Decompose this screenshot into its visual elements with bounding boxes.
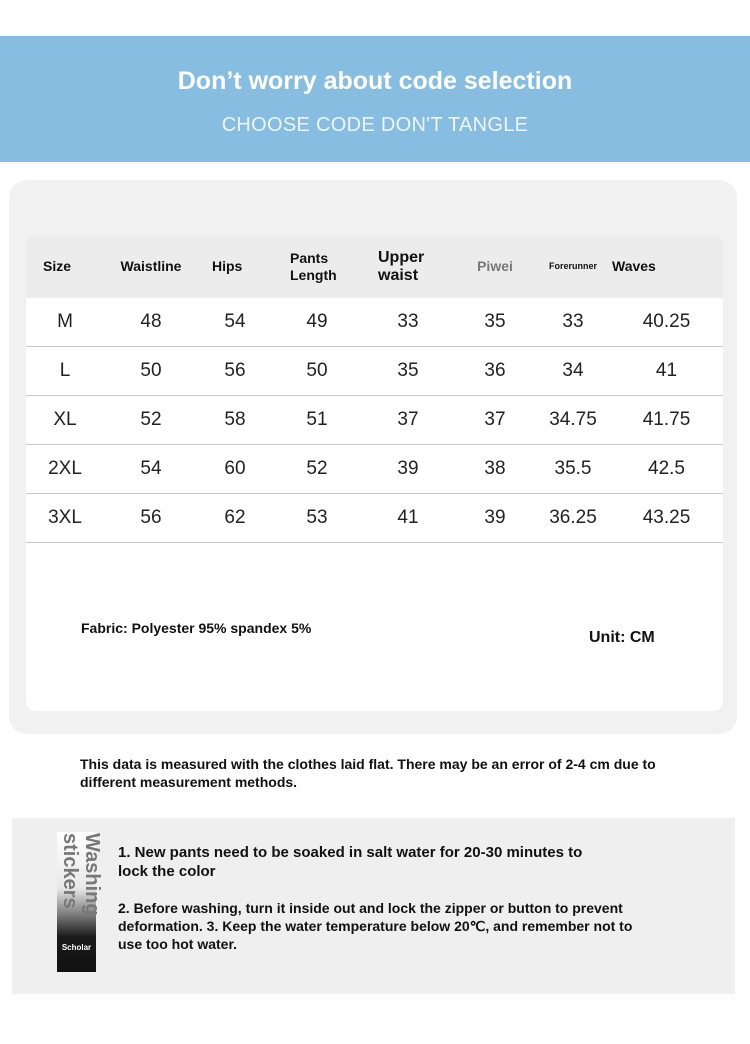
cell-piwei: 37 <box>454 396 536 445</box>
cell-waistline: 48 <box>104 298 198 347</box>
header-banner <box>0 36 750 162</box>
cell-hips: 54 <box>198 298 272 347</box>
header-pants-length: Pants Length <box>272 235 362 298</box>
table-row <box>26 347 723 396</box>
cell-upper-waist: 37 <box>362 396 454 445</box>
unit-label: Unit: CM <box>589 629 655 646</box>
banner-title: Don’t worry about code selection <box>177 67 573 95</box>
header-hips: Hips <box>198 235 272 298</box>
cell-hips: 60 <box>198 445 272 494</box>
cell-piwei: 39 <box>454 494 536 543</box>
washing-tag-title: Washing stickers <box>59 833 103 916</box>
cell-upper-waist: 41 <box>362 494 454 543</box>
washing-step-1: 1. New pants need to be soaked in salt water for 20-30 minutes to lock the color <box>118 844 583 880</box>
cell-piwei: 38 <box>454 445 536 494</box>
table-row <box>26 396 723 445</box>
cell-size: XL <box>26 396 104 445</box>
cell-forerunner: 36.25 <box>536 494 610 543</box>
fabric-composition: Fabric: Polyester 95% spandex 5% <box>81 620 312 636</box>
banner-subtitle: CHOOSE CODE DON'T TANGLE <box>221 114 529 136</box>
cell-pants-length: 50 <box>272 347 362 396</box>
cell-pants-length: 52 <box>272 445 362 494</box>
header-forerunner: Forerunner <box>536 235 610 298</box>
header-waves: Waves <box>610 235 723 298</box>
cell-waves: 41 <box>610 347 723 396</box>
cell-upper-waist: 35 <box>362 347 454 396</box>
cell-size: M <box>26 298 104 347</box>
cell-forerunner: 34.75 <box>536 396 610 445</box>
cell-hips: 62 <box>198 494 272 543</box>
size-table <box>26 235 723 543</box>
table-row <box>26 494 723 543</box>
cell-waves: 40.25 <box>610 298 723 347</box>
cell-upper-waist: 39 <box>362 445 454 494</box>
cell-waistline: 50 <box>104 347 198 396</box>
washing-tag-brand: Scholar <box>61 943 92 952</box>
washing-step-2: 2. Before washing, turn it inside out and lock the zipper or button to prevent deformation. 3. Keep the water temperature below 20℃, and remember not to use too hot water. <box>118 900 633 952</box>
cell-hips: 56 <box>198 347 272 396</box>
cell-size: 2XL <box>26 445 104 494</box>
header-size: Size <box>26 235 104 298</box>
cell-forerunner: 35.5 <box>536 445 610 494</box>
table-row <box>26 445 723 494</box>
cell-waves: 43.25 <box>610 494 723 543</box>
cell-hips: 58 <box>198 396 272 445</box>
cell-piwei: 35 <box>454 298 536 347</box>
cell-size: 3XL <box>26 494 104 543</box>
cell-waistline: 56 <box>104 494 198 543</box>
cell-waves: 41.75 <box>610 396 723 445</box>
cell-pants-length: 49 <box>272 298 362 347</box>
cell-waistline: 52 <box>104 396 198 445</box>
table-header-row <box>26 235 723 298</box>
header-waistline: Waistline <box>104 235 198 298</box>
header-piwei: Piwei <box>454 235 536 298</box>
cell-forerunner: 34 <box>536 347 610 396</box>
cell-forerunner: 33 <box>536 298 610 347</box>
cell-pants-length: 53 <box>272 494 362 543</box>
measurement-note: This data is measured with the clothes laid flat. There may be an error of 2-4 cm due to different measurement methods. <box>80 756 656 790</box>
header-upper-waist: Upper waist <box>362 235 454 298</box>
cell-piwei: 36 <box>454 347 536 396</box>
cell-upper-waist: 33 <box>362 298 454 347</box>
cell-waistline: 54 <box>104 445 198 494</box>
cell-size: L <box>26 347 104 396</box>
table-row <box>26 298 723 347</box>
cell-waves: 42.5 <box>610 445 723 494</box>
cell-pants-length: 51 <box>272 396 362 445</box>
